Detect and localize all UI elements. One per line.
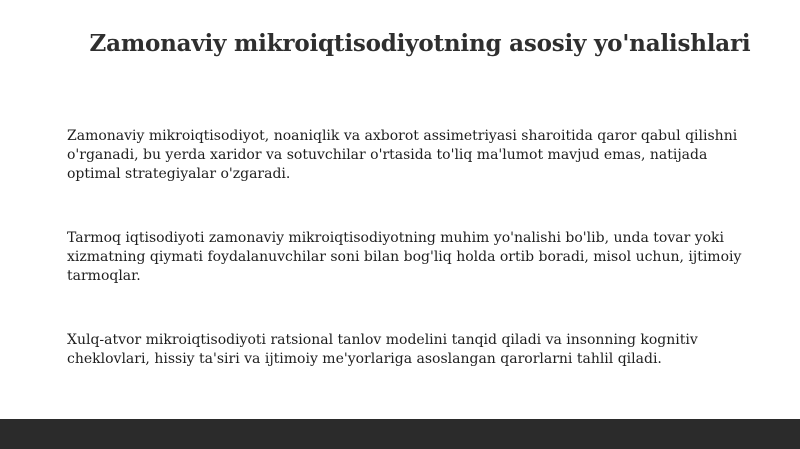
footer-bar [0,419,800,449]
paragraph-behavioral-microeconomics: Xulq-atvor mikroiqtisodiyoti ratsional tanlov modelini tanqid qiladi va insonning kognitiv cheklovlari, hissiy ta'siri va ijtimoiy me'yorlariga asoslangan qarorlarni tahlil qiladi. [67,332,698,367]
paragraph-network-economics: Tarmoq iqtisodiyoti zamonaviy mikroiqtisodiyotning muhim yo'nalishi bo'lib, unda tovar yoki xizmatning qiymati foydalanuvchilar soni bilan bog'liq holda ortib boradi, misol uchun, ijtimoiy tarmoqlar. [67,230,742,284]
slide-title: Zamonaviy mikroiqtisodiyotning asosiy yo'nalishlari [89,30,751,57]
paragraph-information-asymmetry: Zamonaviy mikroiqtisodiyot, noaniqlik va axborot assimetriyasi sharoitida qaror qabul qilishni o'rganadi, bu yerda xaridor va sotuvchilar o'rtasida to'liq ma'lumot mavjud emas, natijada optimal strategiyalar o'zgaradi. [67,128,738,182]
